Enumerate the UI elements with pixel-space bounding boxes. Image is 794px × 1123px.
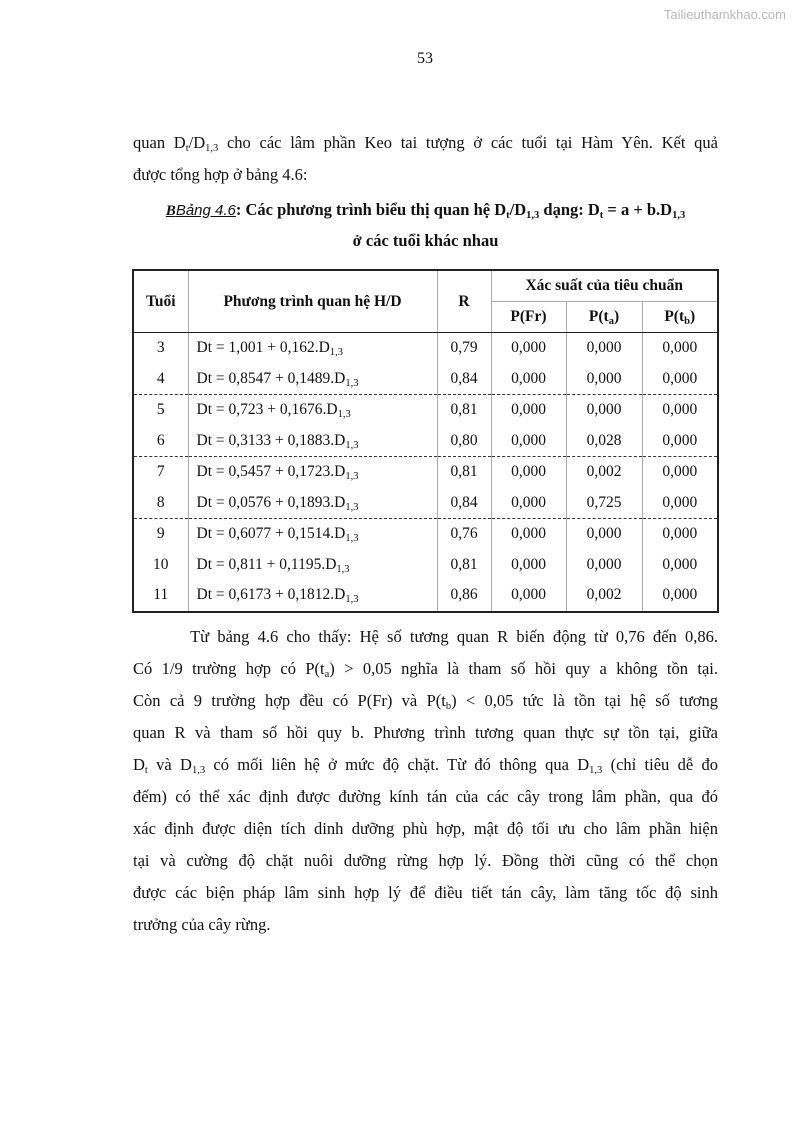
text-segment: và D xyxy=(147,755,192,774)
text-segment: có mối liên hệ ở mức độ chặt. Từ đó thông qua D xyxy=(205,755,590,774)
text-line xyxy=(133,883,718,903)
cell-age: 5 xyxy=(133,395,188,426)
cell-age: 9 xyxy=(133,519,188,550)
cell-equation xyxy=(188,395,437,426)
cell-pfr: 0,000 xyxy=(491,488,566,519)
header-equation: Phương trình quan hệ H/D xyxy=(188,270,437,333)
header-pta xyxy=(566,302,642,333)
text-segment: được tổng hợp ở bảng 4.6: xyxy=(133,165,308,184)
cell-age: 8 xyxy=(133,488,188,519)
cell-ptb: 0,000 xyxy=(642,395,718,426)
equation-text: Dt = 0,6077 + 0,1514.D xyxy=(196,525,346,543)
cell-equation xyxy=(188,333,437,364)
cell-ptb: 0,000 xyxy=(642,457,718,488)
subscript: 1,3 xyxy=(345,594,359,606)
subscript: 1,3 xyxy=(191,765,206,776)
watermark: Tailieuthamkhao.com xyxy=(663,7,786,22)
equation-text: Dt = 0,0576 + 0,1893.D xyxy=(196,493,346,511)
header-age: Tuổi xyxy=(133,270,188,333)
cell-equation xyxy=(188,580,437,612)
cell-equation xyxy=(188,426,437,457)
cell-age: 4 xyxy=(133,364,188,395)
subscript: 1,3 xyxy=(337,409,351,421)
cell-pfr: 0,000 xyxy=(491,519,566,550)
text-segment: trưởng của cây rừng. xyxy=(133,915,271,934)
text-line xyxy=(133,915,718,935)
table-row xyxy=(133,580,718,612)
equation-text: Dt = 0,811 + 0,1195.D xyxy=(196,555,337,573)
cell-equation xyxy=(188,364,437,395)
cell-ptb: 0,000 xyxy=(642,580,718,612)
cell-r: 0,84 xyxy=(437,364,491,395)
caption-text: /D xyxy=(509,200,527,219)
table-row xyxy=(133,488,718,519)
text-segment: (chỉ tiêu dễ đo xyxy=(602,755,718,774)
cell-equation xyxy=(188,550,437,581)
caption-text: dạng: D xyxy=(539,200,600,219)
cell-age: 11 xyxy=(133,580,188,612)
table-row xyxy=(133,395,718,426)
subscript: 1,3 xyxy=(345,377,359,389)
text-line xyxy=(133,851,718,871)
cell-r: 0,80 xyxy=(437,426,491,457)
header-r: R xyxy=(437,270,491,333)
subscript: 1,3 xyxy=(526,210,540,221)
text-segment: ) > 0,05 nghĩa là tham số hồi quy a không tồn tại. xyxy=(329,659,718,678)
equation-text: Dt = 0,723 + 0,1676.D xyxy=(196,401,338,419)
text-line xyxy=(133,133,718,153)
cell-pta: 0,000 xyxy=(566,550,642,581)
text-segment: Có 1/9 trường hợp có P(t xyxy=(133,659,325,678)
cell-age: 7 xyxy=(133,457,188,488)
cell-age: 10 xyxy=(133,550,188,581)
equation-text: Dt = 0,6173 + 0,1812.D xyxy=(196,586,346,604)
cell-pfr: 0,000 xyxy=(491,457,566,488)
page-number: 53 xyxy=(417,50,433,67)
cell-pfr: 0,000 xyxy=(491,333,566,364)
subscript: t xyxy=(185,143,189,154)
cell-pta: 0,002 xyxy=(566,457,642,488)
cell-pfr: 0,000 xyxy=(491,426,566,457)
text-segment: quan R và tham số hồi quy b. Phương trình tương quan thực sự tồn tại, giữa xyxy=(133,723,718,742)
caption-text: = a + b.D xyxy=(603,200,673,219)
cell-pta: 0,002 xyxy=(566,580,642,612)
table-row xyxy=(133,333,718,364)
subscript: t xyxy=(506,210,510,221)
subscript: t xyxy=(599,210,604,221)
table-row xyxy=(133,364,718,395)
cell-pta: 0,000 xyxy=(566,395,642,426)
cell-pta: 0,000 xyxy=(566,364,642,395)
text-segment: được các biện pháp lâm sinh hợp lý để điều tiết tán cây, làm tăng tốc độ sinh xyxy=(133,883,718,902)
text-line xyxy=(133,819,718,839)
subscript: 1,3 xyxy=(329,347,343,359)
cell-equation xyxy=(188,519,437,550)
text-segment: tại và cường độ chặt nuôi dưỡng rừng hợp lý. Đồng thời cũng có thể chọn xyxy=(133,851,718,870)
cell-pfr: 0,000 xyxy=(491,550,566,581)
cell-r: 0,81 xyxy=(437,457,491,488)
subscript: b xyxy=(445,701,452,712)
text-segment: Từ bảng 4.6 cho thấy: Hệ số tương quan R biến động từ 0,76 đến 0,86. xyxy=(133,627,718,646)
cell-pfr: 0,000 xyxy=(491,395,566,426)
subscript: 1,3 xyxy=(345,501,359,513)
cell-pta: 0,000 xyxy=(566,333,642,364)
table-caption-line2: ở các tuổi khác nhau xyxy=(352,231,499,250)
header-text: ) xyxy=(613,308,620,325)
cell-age: 6 xyxy=(133,426,188,457)
subscript: 1,3 xyxy=(672,210,686,221)
cell-equation xyxy=(188,488,437,519)
text-segment: Còn cả 9 trường hợp đều có P(Fr) và P(t xyxy=(133,691,446,710)
subscript: 1,3 xyxy=(345,439,359,451)
text-line xyxy=(133,627,718,647)
subscript: a xyxy=(608,316,614,327)
header-text: P(t xyxy=(664,308,685,325)
text-segment: đếm) có thể xác định được đường kính tán của các cây trong lâm phần, qua đó xyxy=(133,787,718,806)
subscript: 1,3 xyxy=(345,471,359,483)
cell-pfr: 0,000 xyxy=(491,364,566,395)
equation-text: Dt = 0,5457 + 0,1723.D xyxy=(196,463,346,481)
cell-equation xyxy=(188,457,437,488)
table-row xyxy=(133,457,718,488)
regression-table xyxy=(132,269,719,613)
equation-text: Dt = 0,3133 + 0,1883.D xyxy=(196,431,346,449)
cell-pta: 0,725 xyxy=(566,488,642,519)
cell-r: 0,84 xyxy=(437,488,491,519)
cell-ptb: 0,000 xyxy=(642,488,718,519)
text-line xyxy=(133,723,718,743)
text-segment: /D xyxy=(188,133,206,152)
header-text: P(t xyxy=(588,308,609,325)
subscript: 1,3 xyxy=(589,765,603,776)
text-line xyxy=(133,659,718,679)
header-probability-group: Xác suất của tiêu chuẩn xyxy=(491,270,718,302)
text-line xyxy=(133,691,718,711)
caption-label-text: Bảng 4.6 xyxy=(175,202,236,219)
equation-text: Dt = 1,001 + 0,162.D xyxy=(196,339,330,357)
caption-text: : Các phương trình biểu thị quan hệ D xyxy=(235,200,507,219)
cell-r: 0,81 xyxy=(437,395,491,426)
text-line xyxy=(133,165,718,185)
cell-r: 0,81 xyxy=(437,550,491,581)
text-segment: cho các lâm phần Keo tai tượng ở các tuổi tại Hàm Yên. Kết quả xyxy=(218,133,718,152)
cell-ptb: 0,000 xyxy=(642,426,718,457)
cell-pta: 0,000 xyxy=(566,519,642,550)
table-row xyxy=(133,426,718,457)
subscript: t xyxy=(144,765,148,776)
table-row xyxy=(133,550,718,581)
text-line xyxy=(133,755,718,775)
text-line xyxy=(133,787,718,807)
text-segment: quan D xyxy=(133,133,186,152)
header-pfr: P(Fr) xyxy=(491,302,566,333)
header-ptb xyxy=(642,302,718,333)
equation-text: Dt = 0,8547 + 0,1489.D xyxy=(196,369,346,387)
cell-pfr: 0,000 xyxy=(491,580,566,612)
cell-age: 3 xyxy=(133,333,188,364)
subscript: 1,3 xyxy=(336,563,350,575)
cell-r: 0,76 xyxy=(437,519,491,550)
text-segment: ) < 0,05 tức là tồn tại hệ số tương xyxy=(451,691,718,710)
table-caption xyxy=(133,200,718,220)
text-segment: D xyxy=(133,755,145,774)
subscript: 1,3 xyxy=(205,143,219,154)
header-text: ) xyxy=(689,308,696,325)
table-row xyxy=(133,519,718,550)
cell-r: 0,79 xyxy=(437,333,491,364)
subscript: b xyxy=(684,316,690,327)
subscript: 1,3 xyxy=(345,533,359,545)
cell-ptb: 0,000 xyxy=(642,333,718,364)
cell-ptb: 0,000 xyxy=(642,364,718,395)
text-segment: xác định được diện tích dinh dưỡng phù hợp, mật độ tối ưu cho lâm phần hiện xyxy=(133,819,718,838)
cell-pta: 0,028 xyxy=(566,426,642,457)
cell-ptb: 0,000 xyxy=(642,550,718,581)
caption-label: BBảng 4.6 xyxy=(165,202,236,219)
cell-ptb: 0,000 xyxy=(642,519,718,550)
subscript: a xyxy=(324,669,330,680)
cell-r: 0,86 xyxy=(437,580,491,612)
